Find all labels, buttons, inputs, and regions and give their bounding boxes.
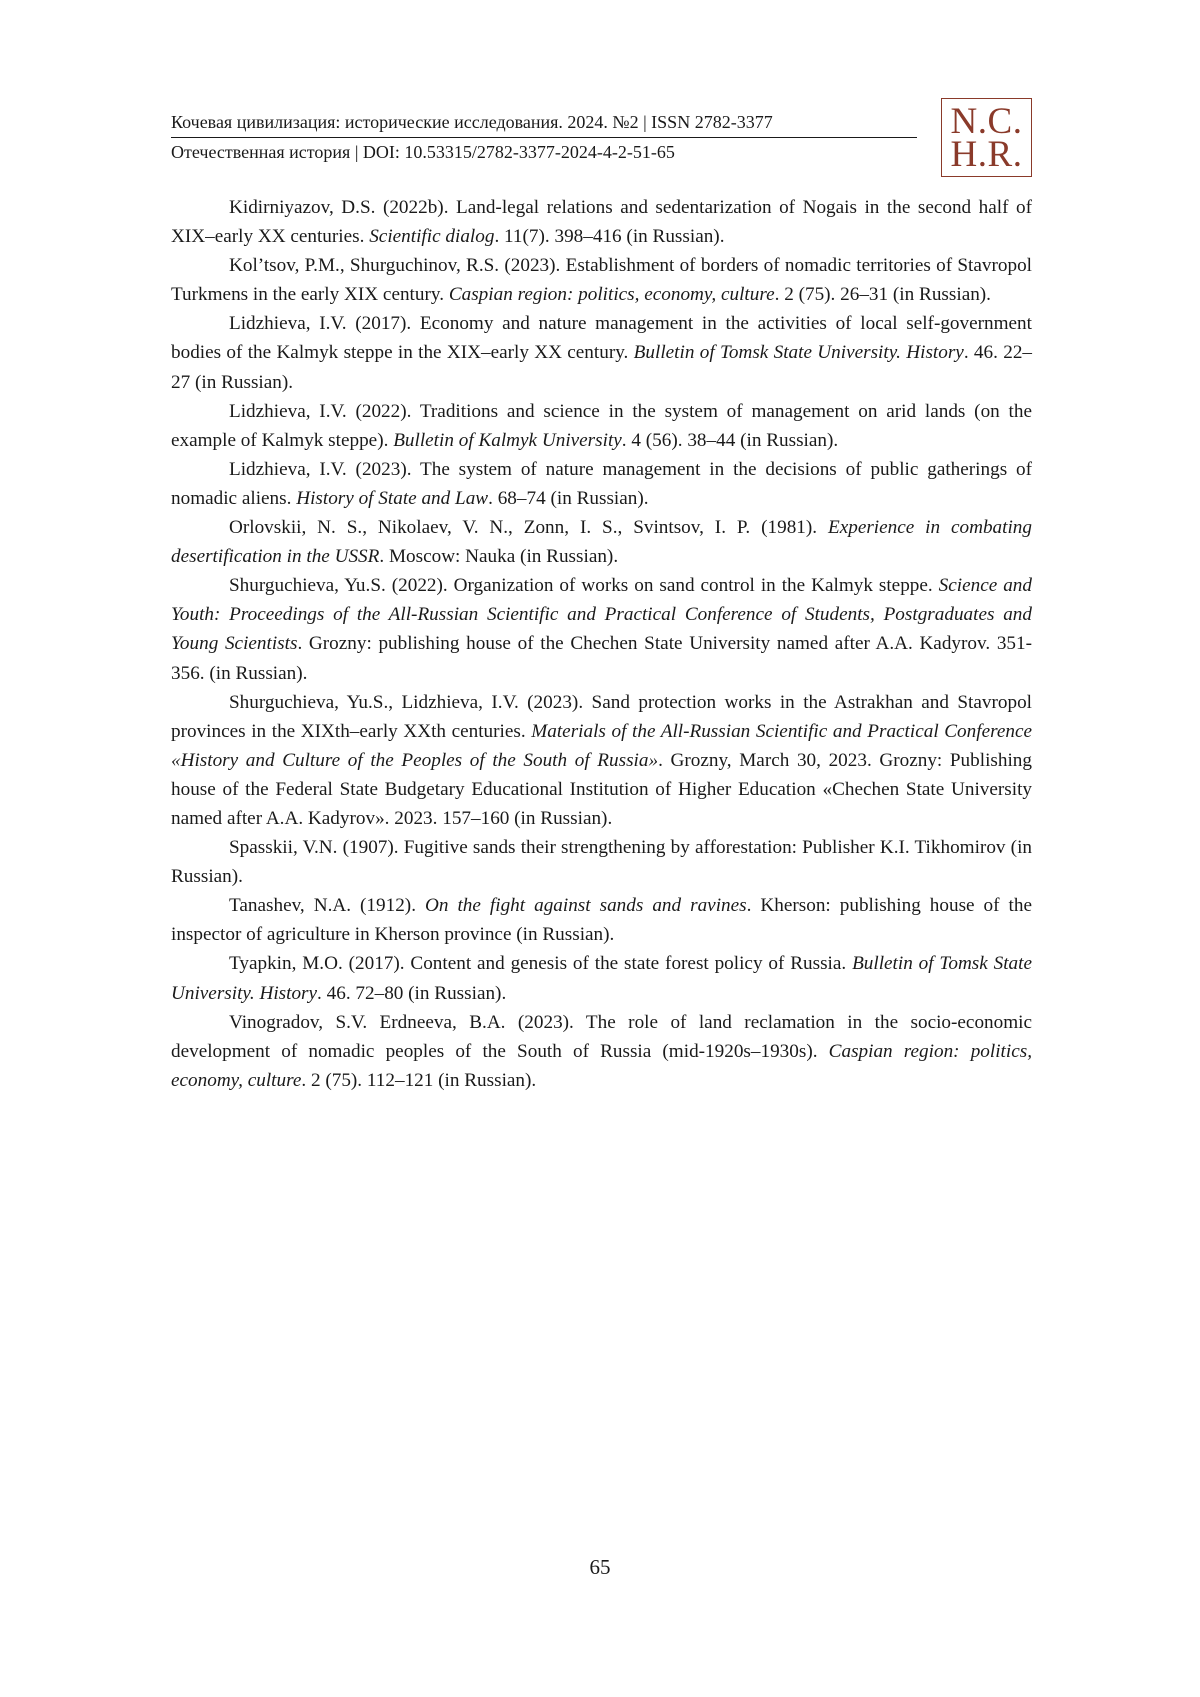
reference-item: Spasskii, V.N. (1907). Fugitive sands their strengthening by afforestation: Publisher K.I. Tikhomirov (in Russian). [171, 837, 1032, 888]
reference-item: Lidzhieva, I.V. (2017). Economy and nature management in the activities of local self-government bodies of the Kalmyk steppe in the XIX–early XX century. Bulletin of Tomsk State University. History. 46. 22–27 (in Russian). [171, 313, 1033, 393]
reference-item: Kol’tsov, P.M., Shurguchinov, R.S. (2023). Establishment of borders of nomadic territories of Stavropol Turkmens in the early XIX century. Caspian region: politics, economy, culture. 2 (75). 26–31 (in Russian). [171, 255, 1032, 306]
reference-item: Vinogradov, S.V. Erdneeva, B.A. (2023). The role of land reclamation in the socio-economic development of nomadic peoples of the South of Russia (mid-1920s–1930s). Caspian region: politics, economy, culture. 2 (75). 112–121 (in Russian). [171, 1011, 1032, 1091]
reference-item: Tyapkin, M.O. (2017). Content and genesis of the state forest policy of Russia. Bulletin of Tomsk State University. History. 46. 72–80 (in Russian). [171, 953, 1032, 1004]
section-doi-line: Отечественная история | DOI: 10.53315/2782-3377-2024-4-2-51-65 [171, 142, 675, 162]
journal-logo [941, 98, 1032, 177]
reference-item: Kidirniyazov, D.S. (2022b). Land-legal relations and sedentarization of Nogais in the second half of XIX–early XX centuries. Scientific dialog. 11(7). 398–416 (in Russian). [171, 197, 1032, 248]
logo-text-top: N.C. [950, 100, 1023, 142]
reference-item: Orlovskii, N. S., Nikolaev, V. N., Zonn, I. S., Svintsov, I. P. (1981). Experience in combating desertification in the USSR. Moscow: Nauka (in Russian). [171, 517, 1032, 568]
page-number: 65 [589, 1555, 611, 1579]
journal-title-line: Кочевая цивилизация: исторические исследования. 2024. №2 | ISSN 2782-3377 [171, 112, 773, 132]
reference-item: Tanashev, N.A. (1912). On the fight against sands and ravines. Kherson: publishing house of the inspector of agriculture in Kherson province (in Russian). [171, 895, 1032, 946]
reference-item: Shurguchieva, Yu.S., Lidzhieva, I.V. (2023). Sand protection works in the Astrakhan and Stavropol provinces in the XIXth–early XXth centuries. Materials of the All-Russian Scientific and Practical Conference «History and Culture of the Peoples of the South of Russia». Grozny, March 30, 2023. Grozny: Publishing house of the Federal State Budgetary Educational Institution of Higher Education «Chechen State University named after A.A. Kadyrov». 2023. 157–160 (in Russian). [171, 691, 1032, 829]
reference-item: Shurguchieva, Yu.S. (2022). Organization of works on sand control in the Kalmyk steppe. Science and Youth: Proceedings of the All-Russian Scientific and Practical Conference of Students, Postgraduates and Young Scientists. Grozny: publishing house of the Chechen State University named after A.A. Kadyrov. 351-356. (in Russian). [171, 575, 1032, 684]
reference-list [171, 193, 1032, 1095]
running-header [171, 108, 917, 166]
reference-item: Lidzhieva, I.V. (2023). The system of nature management in the decisions of public gatherings of nomadic aliens. History of State and Law. 68–74 (in Russian). [171, 458, 1032, 509]
logo-text-bottom: H.R. [950, 133, 1023, 175]
reference-item: Lidzhieva, I.V. (2022). Traditions and science in the system of management on arid lands (on the example of Kalmyk steppe). Bulletin of Kalmyk University. 4 (56). 38–44 (in Russian). [171, 400, 1032, 451]
